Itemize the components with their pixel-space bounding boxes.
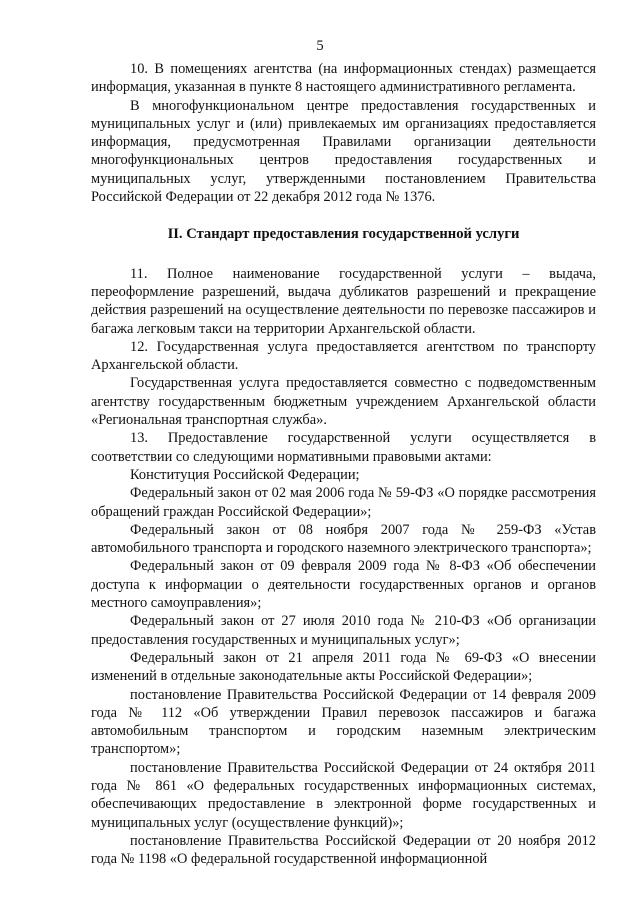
paragraph-11: 11. Полное наименование государственной услуги – выдача, переоформление разрешений, выдача дубликатов разрешений и прекращение действия разрешений на осуществление деятельности по перевозке пассажиров и багажа легковым такси на территории Архангельской области. [91,265,596,337]
paragraph-10: 10. В помещениях агентства (на информационных стендах) размещается информация, указанная в пункте 8 настоящего административного регламента. [91,61,596,96]
page-body [91,60,596,868]
paragraph-12: 12. Государственная услуга предоставляется агентством по транспорту Архангельской области. [91,338,596,374]
list-item-law-59: Федеральный закон от 02 мая 2006 года № 59-ФЗ «О порядке рассмотрения обращений граждан Российской Федерации»; [91,485,596,520]
list-item-law-8: Федеральный закон от 09 февраля 2009 года № 8-ФЗ «Об обеспечении доступа к информации о деятельности государственных органов и органов местного самоуправления»; [91,558,596,612]
list-item-law-210: Федеральный закон от 27 июля 2010 года № 210-ФЗ «Об организации предоставления государственных и муниципальных услуг»; [91,613,596,648]
page-number: 5 [316,38,324,54]
list-item-constitution: Конституция Российской Федерации; [130,466,360,483]
paragraph-joint-service: Государственная услуга предоставляется совместно с подведомственным агентству государственным бюджетным учреждением Архангельской области «Региональная транспортная служба». [91,375,596,429]
paragraph-mfc-info: В многофункциональном центре предоставления государственных и муниципальных услуг и (или) привлекаемых им организациях предоставляется информация, предусмотренная Правилами организации деятельности многофункциональных центров предоставления государственных и муниципальных услуг, утвержденными постановлением Правительства Российской Федерации от 22 декабря 2012 года № 1376. [91,97,596,206]
list-item-resolution-112: постановление Правительства Российской Федерации от 14 февраля 2009 года № 112 «Об утверждении Правил перевозок пассажиров и багажа автомобильным транспортом и городским наземным электрическим транспортом»; [91,686,596,758]
paragraph-13: 13. Предоставление государственной услуги осуществляется в соответствии со следующими нормативными правовыми актами: [91,430,596,465]
list-item-resolution-861: постановление Правительства Российской Федерации от 24 октября 2011 года № 861 «О федеральных государственных информационных системах, обеспечивающих предоставление в электронной форме государственных и муниципальных услуг (осуществление функций)»; [91,759,596,831]
list-item-law-259: Федеральный закон от 08 ноября 2007 года № 259-ФЗ «Устав автомобильного транспорта и городского наземного электрического транспорта»; [91,521,596,557]
list-item-law-69: Федеральный закон от 21 апреля 2011 года № 69-ФЗ «О внесении изменений в отдельные законодательные акты Российской Федерации»; [91,649,596,685]
list-item-resolution-1198: постановление Правительства Российской Федерации от 20 ноября 2012 года № 1198 «О федеральной государственной информационной [91,832,596,868]
section-heading: II. Стандарт предоставления государственной услуги [167,226,520,243]
